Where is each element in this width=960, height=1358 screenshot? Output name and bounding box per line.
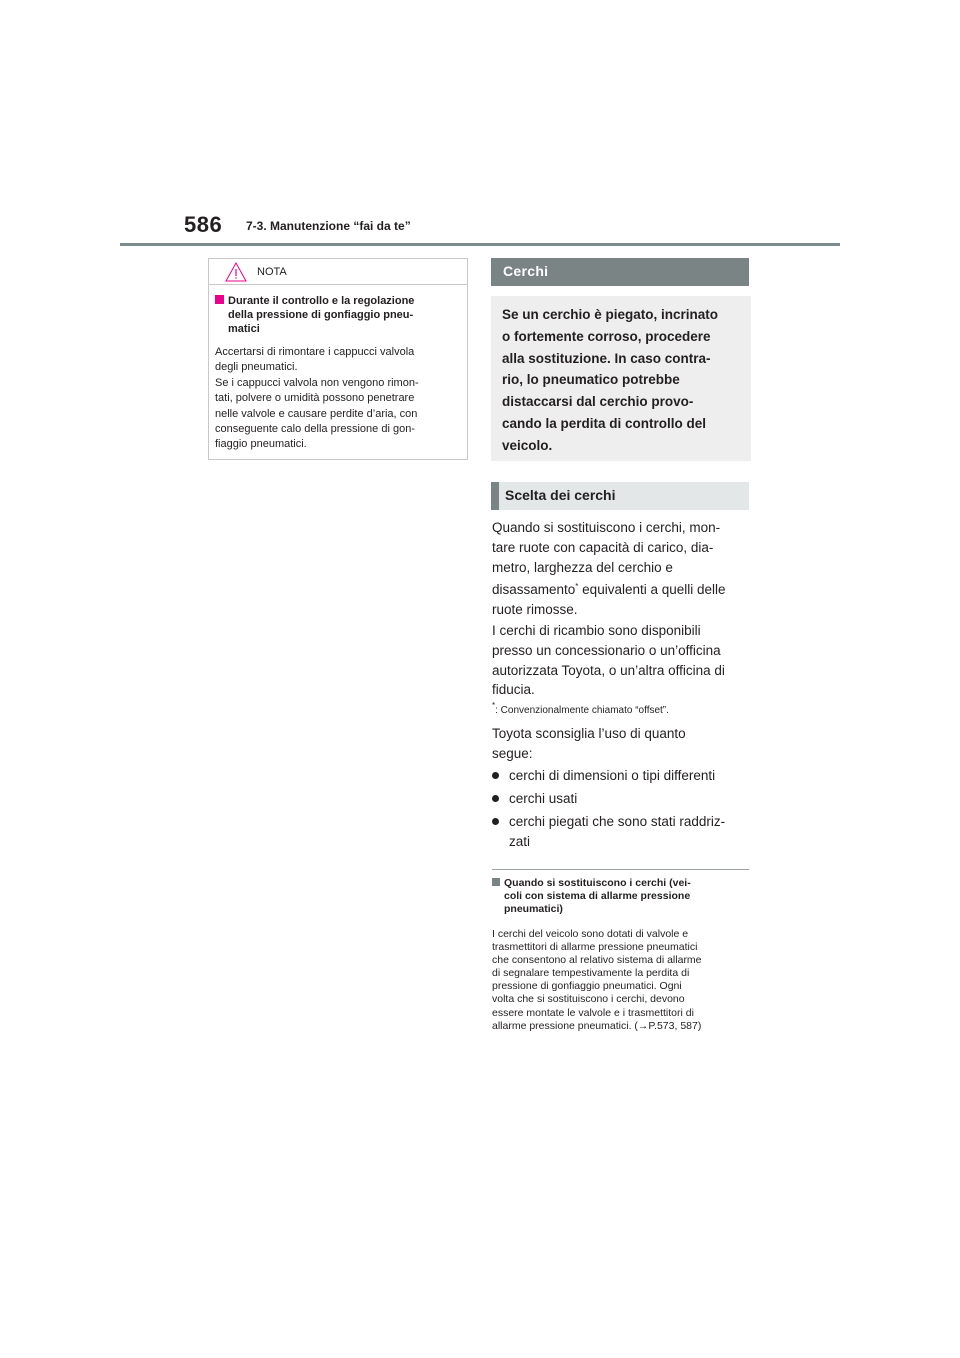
info-heading-line-1 — [492, 877, 691, 889]
scelta-paragraph-3 — [492, 724, 750, 764]
intro-line: distaccarsi dal cerchio provo- — [502, 394, 694, 410]
warning-triangle-icon — [225, 262, 247, 282]
info-line: allarme pressione pneumatici. (→P.573, 587) — [492, 1019, 702, 1032]
info-text — [492, 928, 750, 1033]
nota-text-line: degli pneumatici. — [215, 361, 298, 374]
bullet-text: cerchi di dimensioni o tipi differenti — [509, 768, 716, 783]
nota-text-line: nelle valvole e causare perdite d’aria, con — [215, 407, 418, 420]
info-heading — [492, 877, 750, 917]
bullet-list — [492, 766, 750, 855]
para-line: Toyota sconsiglia l’uso di quanto — [492, 726, 686, 741]
para-word: disassamento — [492, 582, 576, 598]
para-rest: equivalenti a quelli delle — [578, 582, 726, 598]
info-line: che consentono al relativo sistema di allarme — [492, 954, 702, 967]
para-line: I cerchi di ricambio sono disponibili — [492, 623, 701, 638]
para-line: ruote rimosse. — [492, 602, 578, 618]
nota-text-line: Accertarsi di rimontare i cappucci valvola — [215, 346, 415, 358]
nota-heading-text-1: Durante il controllo e la regolazione — [228, 295, 415, 307]
bullet-dot-icon — [492, 772, 499, 779]
cerchi-title-bar: Cerchi — [491, 258, 749, 286]
intro-line: rio, lo pneumatico potrebbe — [502, 372, 680, 388]
header-rule — [120, 243, 840, 246]
info-heading-line-3: pneumatici) — [504, 903, 563, 916]
nota-label: NOTA — [257, 266, 287, 278]
section-title: 7-3. Manutenzione “fai da te” — [246, 219, 411, 233]
intro-line: veicolo. — [502, 437, 553, 453]
nota-heading-line-1 — [215, 295, 414, 307]
nota-heading — [215, 294, 460, 336]
asterisk-mark: * — [575, 582, 579, 592]
intro-line: Se un cerchio è piegato, incrinato — [502, 307, 719, 322]
intro-line: o fortemente corroso, procedere — [502, 328, 711, 344]
pink-square-icon — [215, 295, 224, 304]
para-line — [492, 580, 750, 600]
intro-line: cando la perdita di controllo del — [502, 415, 707, 431]
cerchi-intro-box — [491, 296, 751, 461]
nota-text-line: Se i cappucci valvola non vengono rimon- — [215, 376, 419, 389]
info-line: di segnalare tempestivamente la perdita di — [492, 967, 690, 980]
footnote-text: : Convenzionalmente chiamato “offset”. — [495, 705, 669, 716]
bullet-text: zati — [509, 834, 531, 849]
info-line: pressione di gonfiaggio pneumatici. Ogni — [492, 980, 682, 993]
para-line: metro, larghezza del cerchio e — [492, 559, 673, 575]
nota-text-line: tati, polvere o umidità possono penetrare — [215, 392, 415, 405]
list-item — [492, 789, 750, 809]
scelta-title-bar: Scelta dei cerchi — [491, 482, 749, 510]
bullet-dot-icon — [492, 795, 499, 802]
info-line: essere montate le valvole e i trasmettitori di — [492, 1006, 694, 1019]
scelta-paragraph-1 — [492, 518, 750, 620]
para-line: tare ruote con capacità di carico, dia- — [492, 539, 714, 555]
para-line: presso un concessionario o un’officina — [492, 642, 721, 658]
nota-text-line: conseguente calo della pressione di gon- — [215, 423, 415, 436]
info-heading-line-2: coli con sistema di allarme pressione — [504, 890, 691, 903]
nota-box — [208, 258, 468, 460]
list-item — [492, 766, 750, 786]
footnote-asterisk: * — [492, 701, 496, 710]
nota-header — [209, 259, 467, 285]
nota-text — [215, 345, 463, 453]
nota-heading-line-2: della pressione di gonfiaggio pneu- — [228, 309, 414, 321]
grey-square-icon — [492, 878, 500, 886]
nota-text-line: fiaggio pneumatici. — [215, 438, 307, 451]
para-line: Quando si sostituiscono i cerchi, mon- — [492, 520, 721, 535]
footnote — [492, 701, 669, 716]
info-line: trasmettitori di allarme pressione pneumatici — [492, 941, 698, 954]
scelta-paragraph-2 — [492, 621, 750, 700]
bullet-dot-icon — [492, 818, 499, 825]
info-line: I cerchi del veicolo sono dotati di valvole e — [492, 928, 689, 940]
page-number: 586 — [184, 212, 223, 237]
intro-line: alla sostituzione. In caso contra- — [502, 350, 711, 366]
info-rule — [492, 869, 749, 870]
bullet-text: cerchi piegati che sono stati raddriz- — [509, 814, 726, 829]
para-line: fiducia. — [492, 682, 535, 698]
info-line: volta che si sostituiscono i cerchi, devono — [492, 993, 685, 1006]
list-item — [492, 812, 750, 852]
info-heading-text-1: Quando si sostituiscono i cerchi (vei- — [504, 877, 691, 889]
para-line: autorizzata Toyota, o un’altra officina di — [492, 662, 725, 678]
nota-heading-line-3: matici — [228, 323, 260, 335]
para-line: segue: — [492, 745, 533, 761]
bullet-text: cerchi usati — [509, 791, 578, 806]
